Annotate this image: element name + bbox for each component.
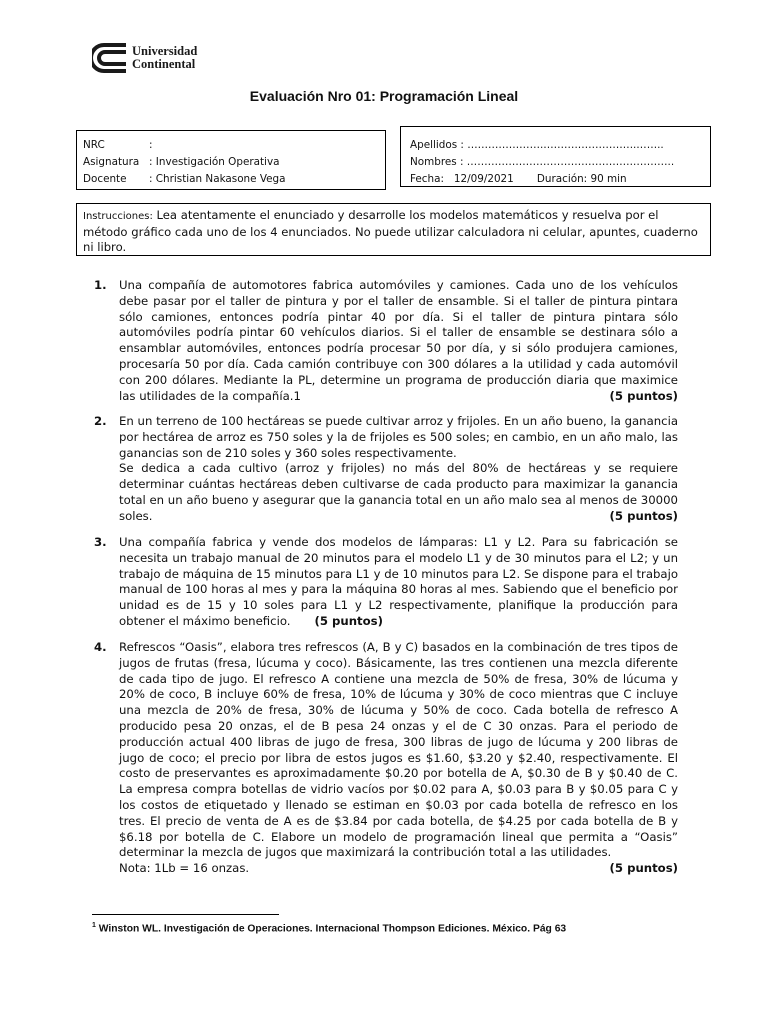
- teacher-row: [83, 171, 385, 188]
- subject-value: : Investigación Operativa: [149, 156, 280, 168]
- problem-body: [119, 414, 678, 525]
- problem-points: (5 puntos): [609, 861, 678, 876]
- footnote-marker: 1: [92, 922, 96, 929]
- problem-text: Una compañía de automotores fabrica automóviles y camiones. Cada uno de los vehículos debe pasar por el taller de pintura y por el taller de ensamble. Si el taller de pintura pintara sólo camiones, entonces podría pintar 40 por día. Si el taller de pintura pintara sólo automóviles podría pintar 60 vehículos diarios. Si el taller de ensamble se destinara sólo a ensamblar automóviles, entonces podría procesar 50 por día, y si sólo produjera camiones, procesaría 50 por día. Cada camión contribuye con 300 dólares a la utilidad y cada automóvil con 200 dólares. Mediante la PL, determine un programa de producción diaria que maximice las utilidades de la compañía.1: [119, 278, 678, 403]
- problem-text: En un terreno de 100 hectáreas se puede cultivar arroz y frijoles. En un año bueno, la ganancia por hectárea de arroz es 750 soles y la de frijoles es 500 soles; en cambio, en un año malo, las ganancias son de 210 soles y 360 soles respectivamente.: [119, 414, 678, 460]
- university-name-line2: Continental: [132, 57, 196, 71]
- problem-body: [119, 278, 678, 404]
- footnote-divider: [92, 914, 279, 915]
- instructions-text: Lea atentamente el enunciado y desarrolle los modelos matemáticos y resuelva por el método gráfico cada uno de los 4 enunciados. No puede utilizar calculadora ni celular, apuntes, cuaderno ni libro.: [83, 208, 698, 254]
- date-label: Fecha:: [410, 173, 444, 185]
- course-info-box: [76, 130, 386, 190]
- subject-label: Asignatura: [83, 156, 140, 168]
- problem-number: 2.: [94, 414, 107, 428]
- date-value: 12/09/2021: [453, 173, 514, 185]
- problem-points: (5 puntos): [609, 508, 678, 523]
- instructions-box: [76, 203, 711, 256]
- university-name-line1: Universidad: [132, 44, 198, 58]
- duration-value: 90 min: [590, 173, 627, 185]
- problem-body: [119, 535, 678, 630]
- problem-number: 3.: [94, 535, 107, 549]
- continental-logo-icon: [92, 41, 128, 75]
- date-duration-row: [410, 171, 710, 188]
- teacher-label: Docente: [83, 173, 127, 185]
- surname-field[interactable]: Apellidos : ………………….……….……………..……..: [410, 139, 664, 151]
- problem-text: Se dedica a cada cultivo (arroz y frijoles) no más del 80% de hectáreas y se requiere determinar cuántas hectáreas deben cultivarse de cada producto para maximizar la ganancia total en un año bueno y asegurar que la ganancia total en un año malo sea al menos de 30000 soles.: [119, 461, 678, 523]
- subject-row: [83, 154, 385, 171]
- problem-body: [119, 640, 678, 877]
- problem-points: (5 puntos): [609, 388, 678, 403]
- problem-points: (5 puntos): [314, 613, 383, 628]
- name-field[interactable]: Nombres : ………………………………………….………..: [410, 156, 675, 168]
- footnote-text: Winston WL. Investigación de Operaciones. Internacional Thompson Ediciones. México. Pág 63: [98, 923, 567, 935]
- teacher-value: : Christian Nakasone Vega: [149, 173, 286, 185]
- instructions-label: Instrucciones:: [83, 211, 153, 222]
- problem-number: 4.: [94, 640, 107, 654]
- nrc-label: NRC: [83, 139, 105, 151]
- nrc-row: [83, 137, 385, 154]
- duration-label: Duración:: [536, 173, 588, 185]
- problem-note: Nota: 1Lb = 16 onzas.: [119, 861, 250, 876]
- nrc-value: :: [149, 139, 153, 151]
- problem-text: Una compañía fabrica y vende dos modelos de lámparas: L1 y L2. Para su fabricación se necesita un trabajo manual de 20 minutos para el modelo L1 y de 30 minutos para el L2; y un trabajo de máquina de 15 minutos para L1 y de 10 minutos para L2. Se dispone para el trabajo manual de 100 horas al mes y para la máquina 80 horas al mes. Sabiendo que el beneficio por unidad es de 15 y 10 soles para L1 y L2 respectivamente, planifique la producción para obtener el máximo beneficio.: [119, 535, 678, 628]
- problem-text: Refrescos “Oasis”, elabora tres refrescos (A, B y C) basados en la combinación de tres tipos de jugos de frutas (fresa, lúcuma y coco). Básicamente, las tres contienen una mezcla diferente de cada tipo de jugo. El refresco A contiene una mezcla de 50% de fresa, 30% de lúcuma y 20% de coco, B incluye 60% de fresa, 10% de lúcuma y 30% de coco mientras que C incluye una mezcla de 20% de fresa, 30% de lúcuma y 50% de coco. Cada botella de refresco A producido pesa 20 onzas, el de B pesa 24 onzas y el de C 30 onzas. Para el periodo de producción actual 400 libras de jugo de fresa, 300 libras de jugo de lúcuma y 200 libras de jugo de coco; el precio por libra de estos jugos es $1.60, $3.20 y $2.40, respectivamente. El costo de preservantes es aproximadamente $0.20 por botella de A, $0.30 de B y $0.40 de C. La empresa compra botellas de vidrio vacíos por $0.02 para A, $0.03 para B y $0.05 para C y los costos de etiquetado y llenado se estiman en $0.03 por cada botella de refresco en los tres. El precio de venta de A es de $3.84 por cada botella, de $4.25 por cada botella de B y $6.18 por botella de C. Elabore un modelo de programación lineal que permita a “Oasis” determinar la mezcla de jugos que maximizará la contribución total a las utilidades.: [119, 640, 678, 860]
- footnote: [92, 922, 566, 934]
- university-logo: [92, 41, 197, 75]
- page-title: Evaluación Nro 01: Programación Lineal: [249, 88, 519, 104]
- student-info-box: [400, 126, 711, 187]
- problem-number: 1.: [94, 278, 107, 292]
